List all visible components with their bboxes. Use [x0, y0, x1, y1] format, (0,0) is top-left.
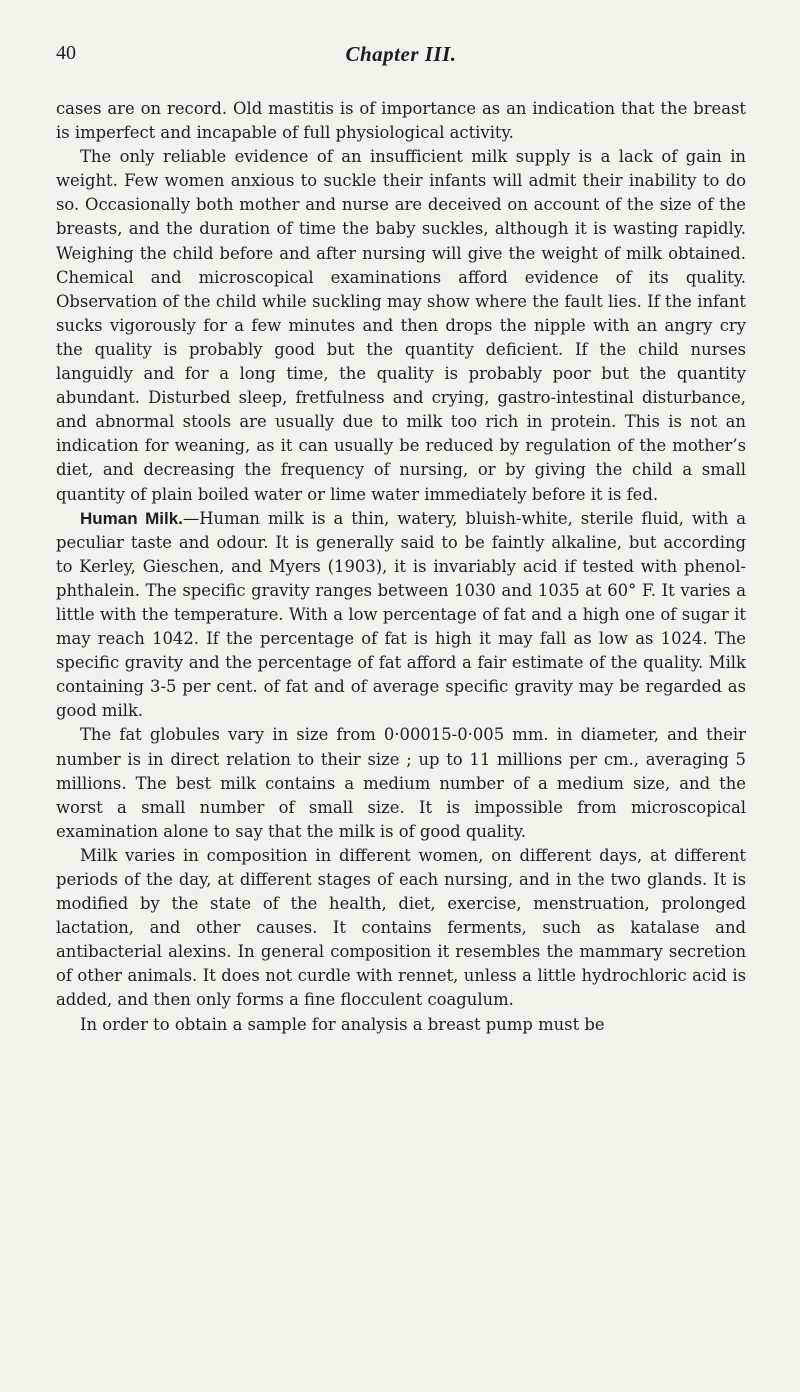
paragraph-text: —Human milk is a thin, watery, bluish-white, sterile fluid, with a peculiar taste and odour. It is generally said to be faintly alkaline, but according to Kerley, Gieschen, and Myers (1903), it is invariably acid if tested with phenol-phthalein. The specific gravity ranges between 1030 and 1035 at 60° F. It varies a little with the temperature. With a low percentage of fat and a high one of sugar it may reach 1042. If the percentage of fat is high it may fall as low as 1024. The specific gravity and the percentage of fat afford a fair estimate of the quality. Milk containing 3-5 per cent. of fat and of average specific gravity may be regarded as good milk.: [56, 508, 746, 721]
paragraph-text: The fat globules vary in size from 0·00015-0·005 mm. in diameter, and their number is in direct relation to their size ; up to 11 millions per cm., averaging 5 millions. The best milk contains a medium number of a medium size, and the worst a small number of small size. It is impossible from microscopical examination alone to say that the milk is of good quality.: [56, 725, 746, 841]
paragraph-text: cases are on record. Old mastitis is of importance as an indication that the breast is imperfect and incapable of full physiological activity.: [56, 99, 746, 143]
body-text: [56, 97, 746, 1037]
paragraph-text: In order to obtain a sample for analysis a breast pump must be: [80, 1014, 605, 1034]
page-number: 40: [56, 42, 76, 64]
chapter-title: Chapter III.: [345, 42, 457, 66]
paragraph-fat-globules: [56, 723, 746, 843]
paragraph-text: The only reliable evidence of an insufficient milk supply is a lack of gain in weight. Few women anxious to suckle their infants will admit their inability to do so. Occasionally both mother and nurse are deceived on account of the size of the breasts, and the duration of time the baby suckles, although it is wasting rapidly. Weighing the child before and after nursing will give the weight of milk obtained. Chemical and microscopical examinations afford evidence of its quality. Observation of the child while suckling may show where the fault lies. If the infant sucks vigorously for a few minutes and then drops the nipple with an angry cry the quality is probably good but the quantity deficient. If the child nurses languidly and for a long time, the quality is probably poor but the quantity abundant. Disturbed sleep, fretfulness and crying, gastro-intestinal disturbance, and abnormal stools are usually due to milk too rich in protein. This is not an indication for weaning, as it can usually be reduced by regulation of the mother’s diet, and decreasing the frequency of nursing, or by giving the child a small quantity of plain boiled water or lime water immediately before it is fed.: [56, 147, 746, 504]
paragraph-composition: [56, 844, 746, 1013]
page-header: [56, 42, 746, 72]
paragraph-text: Milk varies in composition in different women, on different days, at different periods of the day, at different stages of each nursing, and in the two glands. It is modified by the state of the health, diet, exercise, menstruation, prolonged lactation, and other causes. It contains ferments, such as katalase and antibacterial alexins. In general composition it resembles the mammary secretion of other animals. It does not curdle with rennet, unless a little hydrochloric acid is added, and then only forms a fine flocculent coagulum.: [56, 845, 746, 1010]
section-heading: Human Milk.: [80, 508, 183, 528]
paragraph-continuation: [56, 97, 746, 145]
paragraph-sample: [56, 1013, 746, 1037]
paragraph-milk-supply: [56, 145, 746, 506]
paragraph-human-milk: [56, 507, 746, 724]
